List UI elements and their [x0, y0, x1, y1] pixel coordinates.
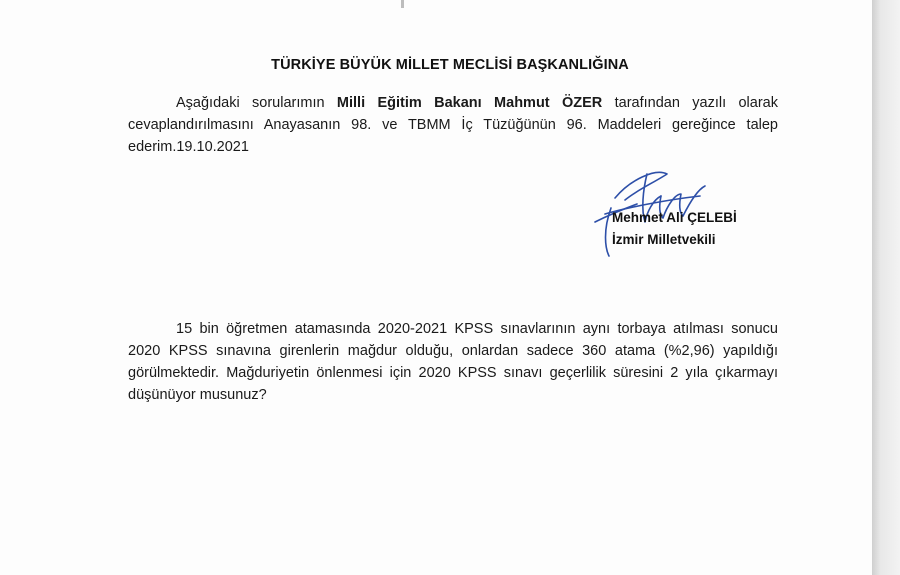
request-text-before: Aşağıdaki sorularımın	[176, 95, 337, 111]
request-paragraph	[128, 92, 778, 158]
page-edge-shadow	[872, 0, 900, 575]
minister-name: Milli Eğitim Bakanı Mahmut ÖZER	[336, 95, 603, 111]
document-heading: TÜRKİYE BÜYÜK MİLLET MECLİSİ BAŞKANLIĞINA	[271, 57, 629, 73]
signatory-title: İzmir Milletvekili	[612, 232, 716, 247]
signature-block	[612, 207, 737, 251]
signatory-name: Mehmet Ali ÇELEBİ	[612, 210, 737, 225]
question-text: 15 bin öğretmen atamasında 2020-2021 KPSS sınavlarının aynı torbaya atılması sonucu 2020 KPSS sınavına girenlerin mağdur olduğu, onlardan sadece 360 atama (%2,96) yapıldığı görülmektedir. Mağduriyetin önlenmesi için 2020 KPSS sınavı geçerlilik süresini 2 yıla çıkarmayı düşünüyor musunuz?	[128, 321, 778, 403]
staple-mark	[401, 0, 404, 8]
question-paragraph	[128, 318, 778, 406]
request-text-after: tarafından yazılı olarak cevaplandırılmasını Anayasanın 98. ve TBMM İç Tüzüğünün 96. Maddeleri gereğince talep ederim.19.10.2021	[128, 95, 778, 155]
